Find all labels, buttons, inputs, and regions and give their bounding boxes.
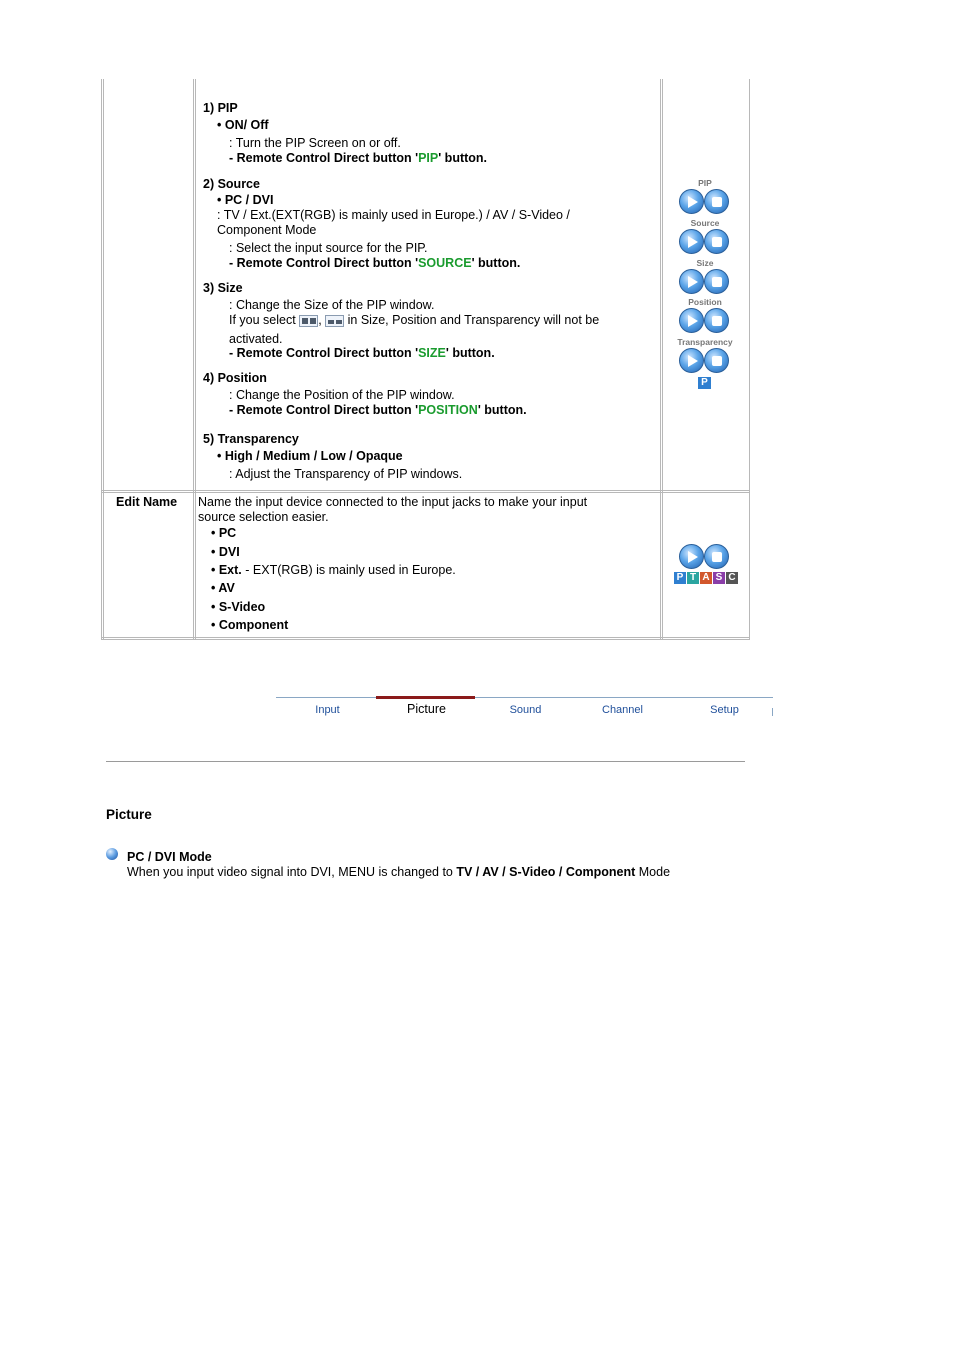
side-by-side-icon [325,315,344,327]
edit-name-item-dvi: • DVI [211,545,240,559]
position-title: 4) Position [203,371,267,385]
tab-setup[interactable]: Setup [710,704,739,716]
table-border-left-inner [103,79,104,640]
pip-button-name: PIP [418,151,439,165]
ptasc-badge: S [713,572,725,584]
table-border-left [101,79,102,640]
split-screen-icon [299,315,318,327]
pip-remote-line: - Remote Control Direct button 'PIP' button. [229,151,488,165]
source-title: 2) Source [203,177,260,191]
size-select-line: If you select , in Size, Position and Transparency will not be [229,313,600,327]
transparency-option: • High / Medium / Low / Opaque [217,449,403,463]
table-divider-1 [193,79,194,640]
size-desc: : Change the Size of the PIP window. [229,298,435,312]
table-divider-2b [662,79,663,640]
tab-bar-line [276,697,773,698]
transparency-title: 5) Transparency [203,432,299,446]
ptasc-badge: P [674,572,686,584]
edit-name-item-component: • Component [211,618,289,632]
table-border-right [749,79,750,640]
tab-end-divider [772,708,773,716]
edit-name-item-pc: • PC [211,526,237,540]
icon-label-pip: PIP [698,178,712,188]
remote-button-pair-icon [679,229,731,255]
remote-button-pair-icon [679,544,731,570]
icon-label-position: Position [688,297,722,307]
ptasc-badge: C [726,572,738,584]
edit-name-item-av: • AV [211,581,235,595]
source-button-name: SOURCE [418,256,472,270]
remote-button-pair-icon [679,308,731,334]
pip-option: • ON/ Off [217,118,269,132]
table-row-divider [101,490,750,491]
size-remote-line: - Remote Control Direct button 'SIZE' button. [229,346,495,360]
edit-name-desc-2: source selection easier. [198,510,329,524]
position-remote-line: - Remote Control Direct button 'POSITION' button. [229,403,527,417]
section-title: Picture [106,807,152,822]
table-border-bottom [101,637,750,638]
p-badge-icon: P [698,377,711,389]
tab-channel[interactable]: Channel [602,704,643,716]
icon-label-source: Source [690,218,720,228]
icon-label-transparency: Transparency [677,337,733,347]
active-tab-indicator [376,696,475,699]
remote-button-pair-icon [679,189,731,215]
pip-title: 1) PIP [203,101,238,115]
size-button-name: SIZE [418,346,446,360]
source-modes-1: : TV / Ext.(EXT(RGB) is mainly used in Europe.) / AV / S-Video / [217,208,570,222]
item-title: PC / DVI Mode [127,850,212,864]
source-modes-2: Component Mode [217,223,317,237]
tab-sound[interactable]: Sound [509,704,542,716]
section-separator [106,761,745,762]
tab-input[interactable]: Input [315,704,340,716]
item-text: When you input video signal into DVI, MENU is changed to TV / AV / S-Video / Component Mode [127,865,671,879]
bullet-icon [106,848,118,860]
pip-desc: : Turn the PIP Screen on or off. [229,136,401,150]
position-desc: : Change the Position of the PIP window. [229,388,455,402]
size-title: 3) Size [203,281,243,295]
edit-name-item-svideo: • S-Video [211,600,266,614]
source-remote-line: - Remote Control Direct button 'SOURCE' button. [229,256,521,270]
table-row-divider-b [101,492,750,493]
ptasc-badge: T [687,572,699,584]
table-border-bottom-b [101,639,750,640]
edit-name-label: Edit Name [116,495,178,509]
table-divider-1b [195,79,196,640]
ptasc-badge: A [700,572,712,584]
size-select-end: activated. [229,332,283,346]
edit-name-item-ext: • Ext. - EXT(RGB) is mainly used in Europe. [211,563,456,577]
remote-button-pair-icon [679,269,731,295]
table-divider-2 [660,79,661,640]
remote-button-pair-icon [679,348,731,374]
source-desc: : Select the input source for the PIP. [229,241,428,255]
icon-label-size: Size [696,258,714,268]
source-option: • PC / DVI [217,193,274,207]
edit-name-desc-1: Name the input device connected to the input jacks to make your input [198,495,588,509]
transparency-desc: : Adjust the Transparency of PIP windows. [229,467,463,481]
position-button-name: POSITION [418,403,478,417]
tab-picture[interactable]: Picture [407,702,446,716]
ptasc-badges-icon [674,572,739,584]
